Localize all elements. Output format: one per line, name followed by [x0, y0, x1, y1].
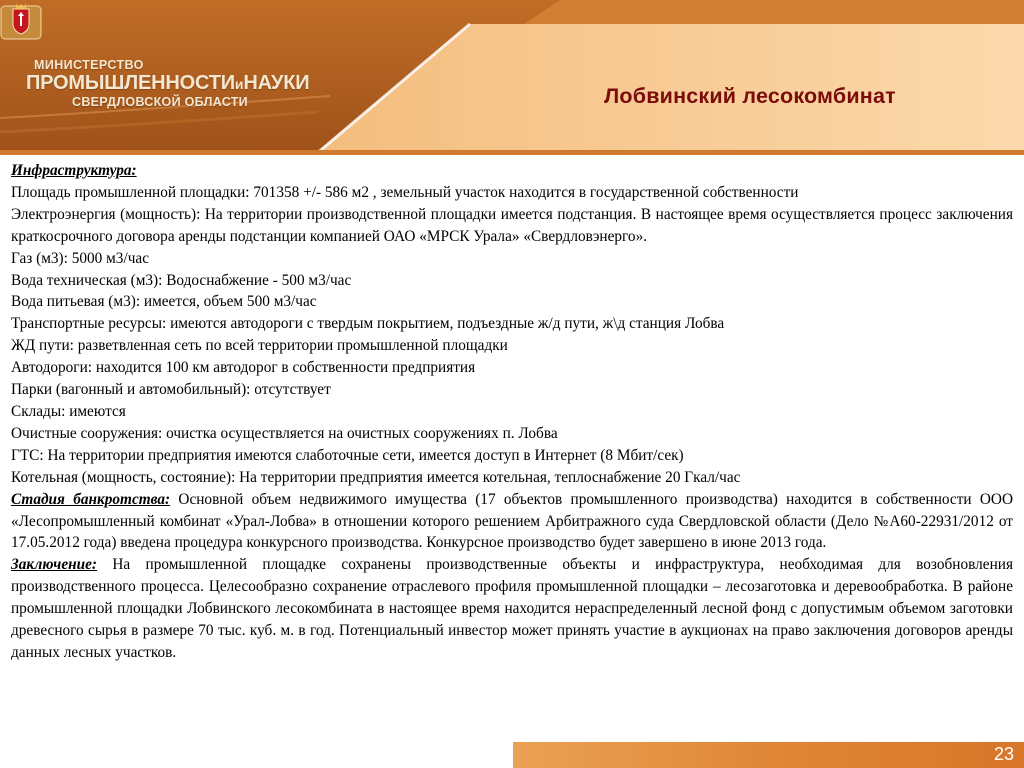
infra-line: Площадь промышленной площадки: 701358 +/- 586 м2 , земельный участок находится в государственной собственности: [11, 183, 799, 201]
ministry-line-3: СВЕРДЛОВСКОЙ ОБЛАСТИ: [72, 95, 248, 109]
footer-bar: [513, 742, 1024, 768]
conclusion-heading: Заключение:: [11, 556, 98, 574]
bankruptcy-text: Основной объем недвижимого имущества (17 объектов промышленного производства) находится в собственности ООО «Лесопромышленный комбинат «Урал-Лобва» в отношении которого решением Арбитражного суда Свердловской области (Дело №А60-22931/2012 от 17.05.2012 года) введена процедура конкурсного производства. Конкурсное производство будет завершено в июне 2013 года.: [11, 490, 1013, 552]
sverdlovsk-coat-of-arms-icon: [0, 0, 42, 40]
infra-line: Газ (м3): 5000 м3/час: [11, 249, 149, 267]
ministry-line-2a: ПРОМЫШЛЕННОСТИ: [26, 72, 235, 94]
conclusion-paragraph: [11, 554, 1013, 664]
slide-content: [11, 160, 1013, 664]
infra-line: ЖД пути: разветвленная сеть по всей территории промышленной площадки: [11, 337, 508, 355]
ministry-logo-text: [26, 58, 310, 109]
slide-header: [0, 0, 1024, 155]
infra-line: Автодороги: находится 100 км автодорог в собственности предприятия: [11, 359, 476, 377]
bankruptcy-heading: Стадия банкротства:: [11, 490, 171, 508]
conclusion-text: На промышленной площадке сохранены производственные объекты и инфраструктура, необходимая для возобновления производственного процесса. Целесообразно сохранение отраслевого профиля промышленной площадки – лесозаготовка и деревообработка. В районе промышленной площадки Лобвинского лесокомбината в настоящее время находится нераспределенный лесной фонд с допустимым объемом заготовки древесного сырья в размере 70 тыс. куб. м. в год. Потенциальный инвестор может принять участие в аукционах на право заключения договоров аренды данных лесных участков.: [11, 556, 1013, 661]
ministry-line-2-amp: и: [234, 76, 244, 92]
ministry-line-2b: НАУКИ: [243, 72, 310, 94]
ministry-line-1: МИНИСТЕРСТВО: [34, 58, 144, 72]
infra-line: Котельная (мощность, состояние): На территории предприятия имеется котельная, теплоснабжение 20 Гкал/час: [11, 468, 741, 486]
infra-line: ГТС: На территории предприятия имеются слаботочные сети, имеется доступ в Интернет (8 Мбит/сек): [11, 446, 684, 464]
ministry-line-2: [26, 72, 310, 95]
infra-line: Парки (вагонный и автомобильный): отсутствует: [11, 381, 331, 399]
infra-line: Электроэнергия (мощность): На территории производственной площадки имеется подстанция. В настоящее время осуществляется процесс заключения краткосрочного договора аренды подстанции компанией ОАО «МРСК Урала» «Свердловэнерго».: [11, 205, 1013, 245]
slide-title: Лобвинский лесокомбинат: [604, 84, 896, 108]
infra-line: Очистные сооружения: очистка осуществляется на очистных сооружениях п. Лобва: [11, 424, 558, 442]
infra-line: Транспортные ресурсы: имеются автодороги с твердым покрытием, подъездные ж/д пути, ж\д станция Лобва: [11, 315, 725, 333]
page-number: 23: [993, 744, 1014, 764]
bankruptcy-paragraph: [11, 489, 1013, 555]
infra-line: Вода питьевая (м3): имеется, объем 500 м3/час: [11, 293, 317, 311]
infrastructure-heading: Инфраструктура:: [11, 162, 137, 179]
infra-line: Вода техническая (м3): Водоснабжение - 500 м3/час: [11, 271, 352, 289]
infra-line: Склады: имеются: [11, 402, 126, 420]
